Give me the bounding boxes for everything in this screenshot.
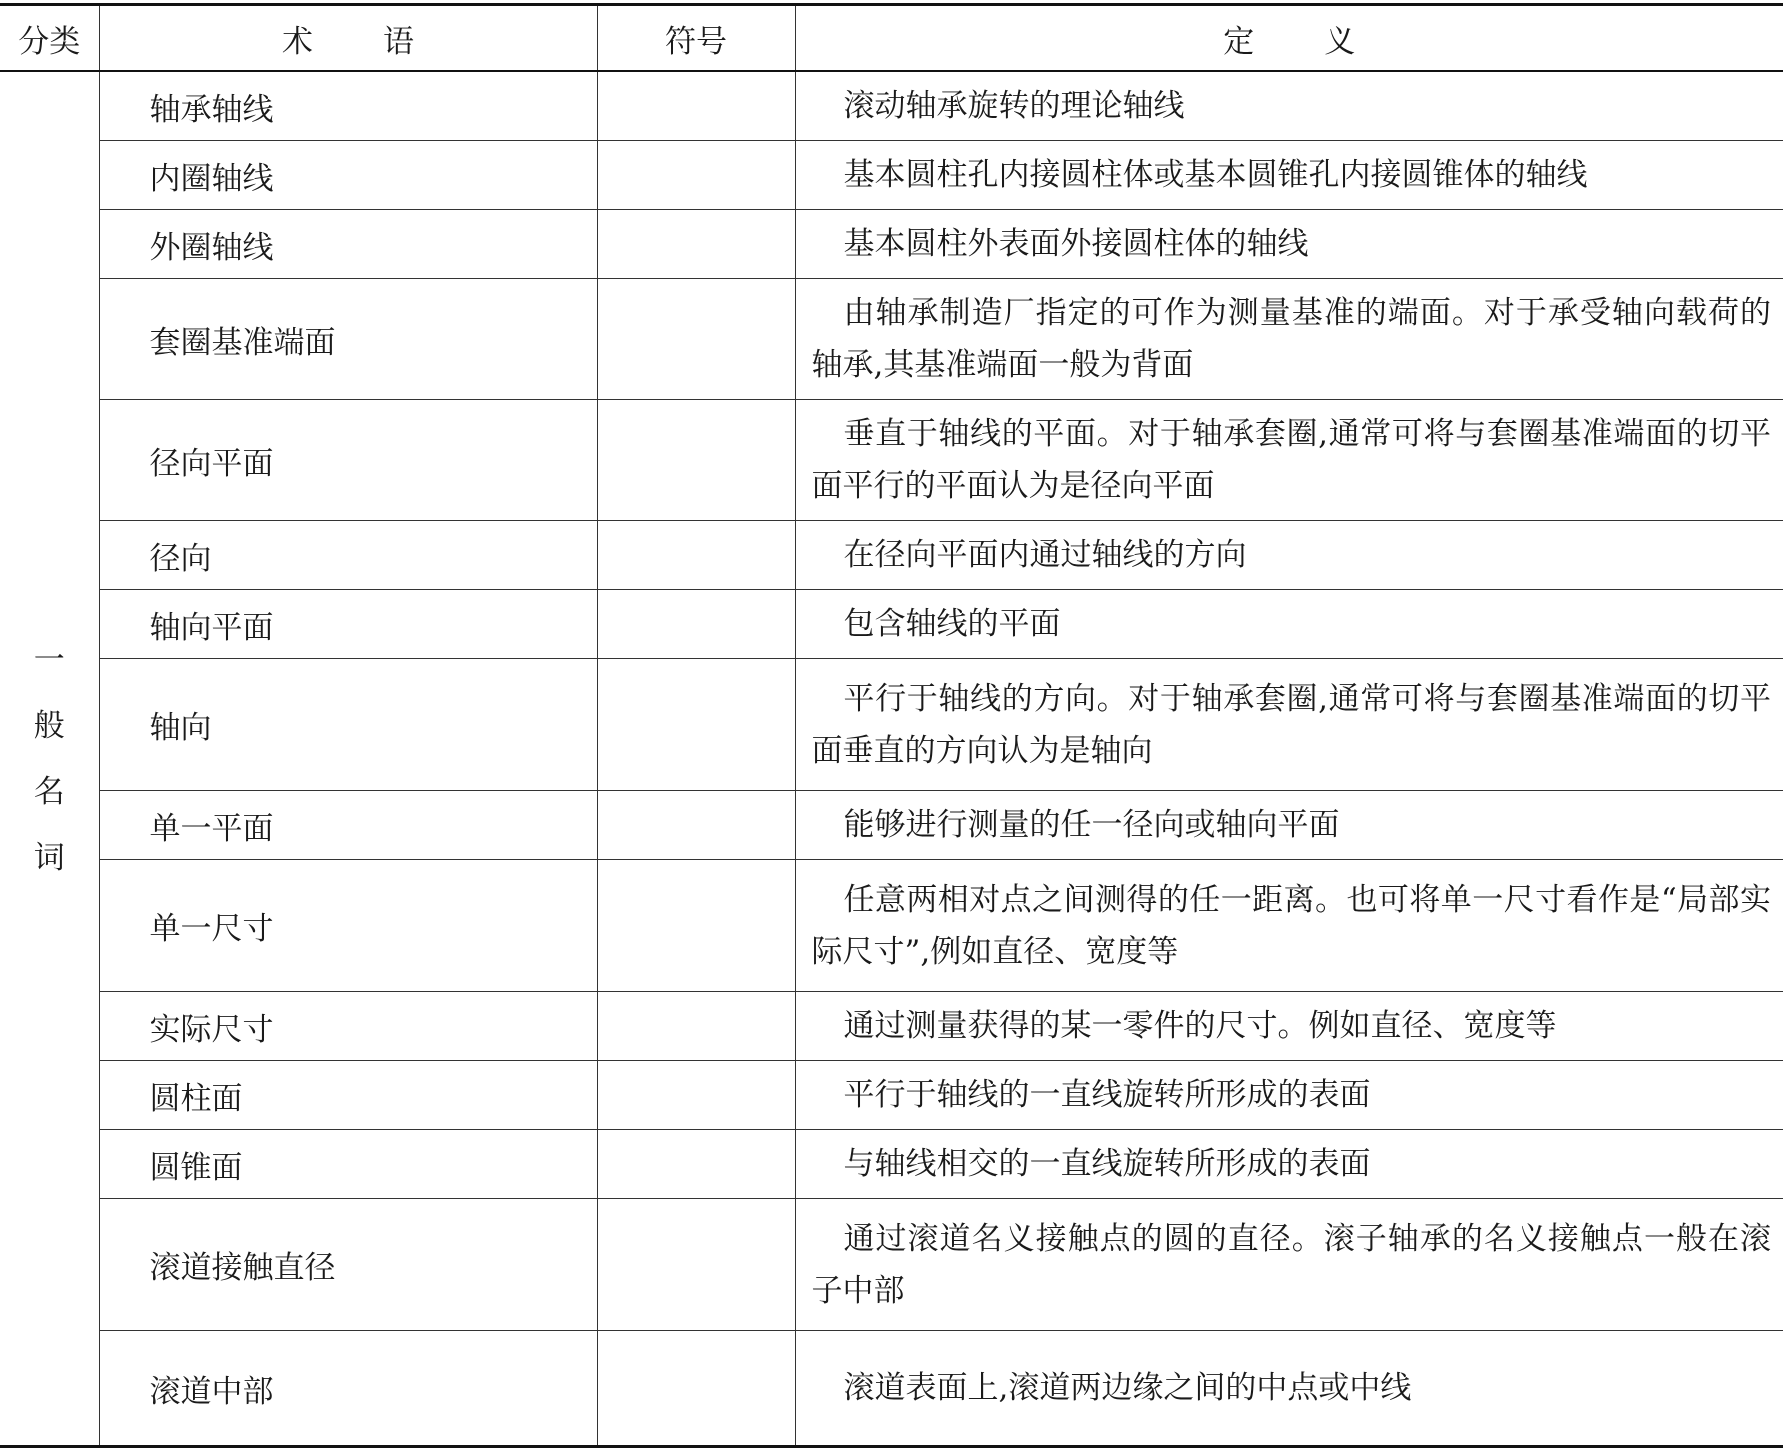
definition-cell: 滚动轴承旋转的理论轴线 <box>795 71 1783 141</box>
symbol-cell <box>597 210 795 279</box>
table-row <box>0 1130 1783 1199</box>
term-cell: 单一尺寸 <box>99 860 597 992</box>
header-symbol: 符号 <box>597 5 795 72</box>
definition-cell: 能够进行测量的任一径向或轴向平面 <box>795 791 1783 860</box>
header-term-char-1: 术 <box>282 23 313 60</box>
symbol-cell <box>597 590 795 659</box>
term-cell: 轴向 <box>99 659 597 791</box>
term-cell: 套圈基准端面 <box>99 279 597 400</box>
term-cell: 轴承轴线 <box>99 71 597 141</box>
definition-cell: 基本圆柱外表面外接圆柱体的轴线 <box>795 210 1783 279</box>
term-cell: 圆锥面 <box>99 1130 597 1199</box>
table-row <box>0 141 1783 210</box>
symbol-cell <box>597 659 795 791</box>
table-row <box>0 210 1783 279</box>
table-row <box>0 71 1783 141</box>
table-row <box>0 992 1783 1061</box>
table-row <box>0 400 1783 521</box>
terms-table <box>0 3 1783 1448</box>
category-char: 般 <box>33 707 65 744</box>
term-cell: 圆柱面 <box>99 1061 597 1130</box>
definition-cell: 与轴线相交的一直线旋转所形成的表面 <box>795 1130 1783 1199</box>
definition-cell: 平行于轴线的一直线旋转所形成的表面 <box>795 1061 1783 1130</box>
definition-cell: 包含轴线的平面 <box>795 590 1783 659</box>
category-char: 词 <box>33 839 65 876</box>
header-category: 分类 <box>0 5 99 72</box>
table-row <box>0 590 1783 659</box>
symbol-cell <box>597 521 795 590</box>
term-cell: 内圈轴线 <box>99 141 597 210</box>
category-char: 一 <box>33 641 65 678</box>
definition-cell: 通过滚道名义接触点的圆的直径。滚子轴承的名义接触点一般在滚子中部 <box>795 1199 1783 1331</box>
header-term-char-2: 语 <box>383 23 414 60</box>
symbol-cell <box>597 71 795 141</box>
definition-cell: 通过测量获得的某一零件的尺寸。例如直径、宽度等 <box>795 992 1783 1061</box>
definition-cell: 平行于轴线的方向。对于轴承套圈,通常可将与套圈基准端面的切平面垂直的方向认为是轴向 <box>795 659 1783 791</box>
header-row <box>0 5 1783 72</box>
definition-cell: 在径向平面内通过轴线的方向 <box>795 521 1783 590</box>
term-cell: 单一平面 <box>99 791 597 860</box>
definition-cell: 滚道表面上,滚道两边缘之间的中点或中线 <box>795 1331 1783 1447</box>
table-row <box>0 521 1783 590</box>
symbol-cell <box>597 1061 795 1130</box>
table-row <box>0 1331 1783 1447</box>
category-char: 名 <box>33 773 65 810</box>
table-row <box>0 791 1783 860</box>
header-definition <box>795 5 1783 72</box>
category-cell <box>0 71 99 1447</box>
symbol-cell <box>597 279 795 400</box>
definition-cell: 由轴承制造厂指定的可作为测量基准的端面。对于承受轴向载荷的轴承,其基准端面一般为背面 <box>795 279 1783 400</box>
term-cell: 径向平面 <box>99 400 597 521</box>
definition-cell: 垂直于轴线的平面。对于轴承套圈,通常可将与套圈基准端面的切平面平行的平面认为是径向平面 <box>795 400 1783 521</box>
symbol-cell <box>597 141 795 210</box>
header-term <box>99 5 597 72</box>
symbol-cell <box>597 400 795 521</box>
symbol-cell <box>597 1331 795 1447</box>
symbol-cell <box>597 1130 795 1199</box>
header-definition-char-1: 定 <box>1223 23 1255 60</box>
table-row <box>0 659 1783 791</box>
symbol-cell <box>597 1199 795 1331</box>
term-cell: 轴向平面 <box>99 590 597 659</box>
term-cell: 滚道接触直径 <box>99 1199 597 1331</box>
term-cell: 径向 <box>99 521 597 590</box>
table-row <box>0 1199 1783 1331</box>
symbol-cell <box>597 860 795 992</box>
table-row <box>0 279 1783 400</box>
term-cell: 外圈轴线 <box>99 210 597 279</box>
symbol-cell <box>597 992 795 1061</box>
definition-cell: 任意两相对点之间测得的任一距离。也可将单一尺寸看作是“局部实际尺寸”,例如直径、宽度等 <box>795 860 1783 992</box>
term-cell: 实际尺寸 <box>99 992 597 1061</box>
symbol-cell <box>597 791 795 860</box>
table-row <box>0 860 1783 992</box>
table-row <box>0 1061 1783 1130</box>
definition-cell: 基本圆柱孔内接圆柱体或基本圆锥孔内接圆锥体的轴线 <box>795 141 1783 210</box>
header-definition-char-2: 义 <box>1324 23 1356 60</box>
term-cell: 滚道中部 <box>99 1331 597 1447</box>
